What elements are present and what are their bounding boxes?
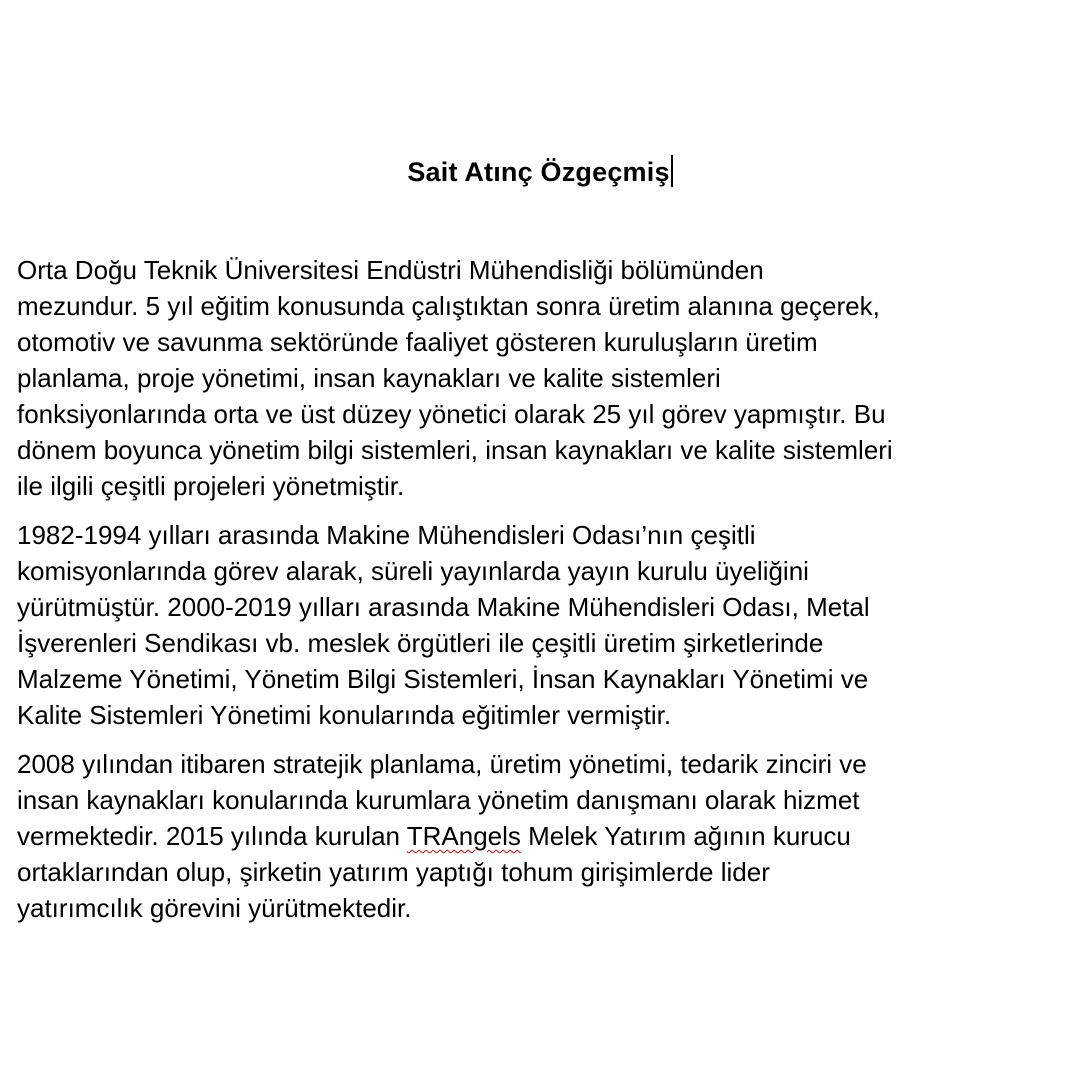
paragraph-professional-bodies (17, 517, 1067, 733)
text-line: planlama, proje yönetimi, insan kaynakları ve kalite sistemleri (17, 363, 721, 393)
paragraph-consulting (17, 746, 1067, 926)
text-line: 2008 yılından itibaren stratejik planlama, üretim yönetimi, tedarik zinciri ve (17, 749, 867, 779)
text-line: mezundur. 5 yıl eğitim konusunda çalıştıktan sonra üretim alanına geçerek, (17, 291, 880, 321)
text-cursor (671, 155, 673, 187)
text-line: Malzeme Yönetimi, Yönetim Bilgi Sistemleri, İnsan Kaynakları Yönetimi ve (17, 664, 869, 694)
text-line: ile ilgili çeşitli projeleri yönetmiştir. (17, 471, 405, 501)
text-line: otomotiv ve savunma sektöründe faaliyet gösteren kuruluşların üretim (17, 327, 818, 357)
text-line: 1982-1994 yılları arasında Makine Mühendisleri Odası’nın çeşitli (17, 520, 756, 550)
text-line: dönem boyunca yönetim bilgi sistemleri, insan kaynakları ve kalite sistemleri (17, 435, 893, 465)
text-line: fonksiyonlarında orta ve üst düzey yönetici olarak 25 yıl görev yapmıştır. Bu (17, 399, 886, 429)
text-line: yatırımcılık görevini yürütmektedir. (17, 893, 412, 923)
text-line: insan kaynakları konularında kurumlara yönetim danışmanı olarak hizmet (17, 785, 860, 815)
text-line: komisyonlarında görev alarak, süreli yayınlarda yayın kurulu üyeliğini (17, 556, 809, 586)
text-segment: vermektedir. 2015 yılında kurulan (17, 821, 407, 851)
text-line-with-flagged-word (17, 818, 1067, 854)
text-segment: Melek Yatırım ağının kurucu (520, 821, 851, 851)
document-body[interactable] (17, 252, 1067, 939)
document-title-line[interactable] (0, 152, 1080, 192)
text-line: yürütmüştür. 2000-2019 yılları arasında Makine Mühendisleri Odası, Metal (17, 592, 870, 622)
text-line: Kalite Sistemleri Yönetimi konularında eğitimler vermiştir. (17, 700, 672, 730)
text-line: İşverenleri Sendikası vb. meslek örgütleri ile çeşitli üretim şirketlerinde (17, 628, 824, 658)
document-title: Sait Atınç Özgeçmiş (407, 157, 670, 187)
misspelled-word-trangels[interactable]: TRAngels (406, 821, 521, 851)
paragraph-education (17, 252, 1067, 504)
text-line: Orta Doğu Teknik Üniversitesi Endüstri Mühendisliği bölümünden (17, 255, 764, 285)
text-line: ortaklarından olup, şirketin yatırım yaptığı tohum girişimlerde lider (17, 857, 770, 887)
